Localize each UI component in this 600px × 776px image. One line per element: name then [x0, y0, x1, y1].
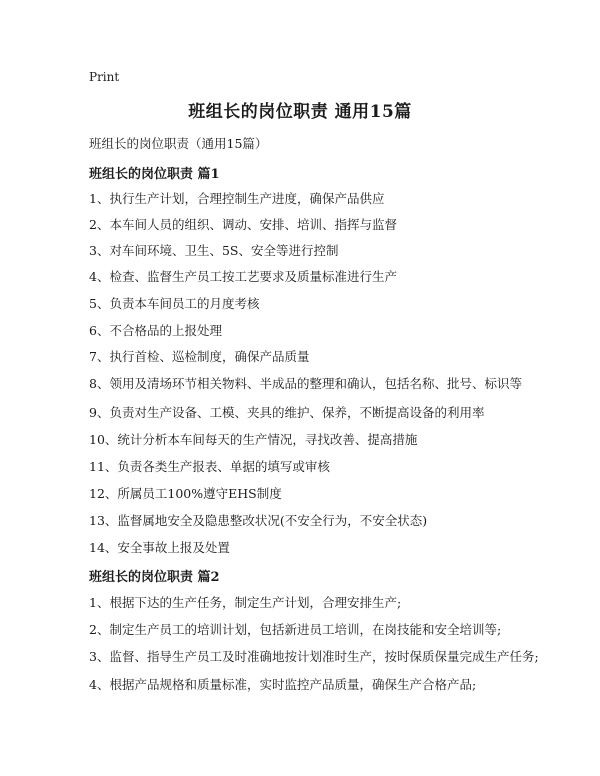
list-item: 8、领用及清场环节相关物料、半成品的整理和确认，包括名称、批号、标识等: [89, 376, 522, 391]
list-item: 4、检查、监督生产员工按工艺要求及质量标准进行生产: [89, 269, 397, 284]
list-item: 3、对车间环境、卫生、5S、安全等进行控制: [89, 243, 339, 258]
print-label: Print: [89, 70, 120, 84]
list-item: 10、统计分析本车间每天的生产情况，寻找改善、提高措施: [89, 432, 418, 447]
list-item: 2、制定生产员工的培训计划，包括新进员工培训，在岗技能和安全培训等;: [89, 622, 502, 637]
list-item: 1、根据下达的生产任务，制定生产计划，合理安排生产;: [89, 595, 402, 610]
list-item: 11、负责各类生产报表、单据的填写或审核: [89, 459, 330, 474]
list-item: 6、不合格品的上报处理: [89, 323, 222, 338]
list-item: 13、监督属地安全及隐患整改状况(不安全行为，不安全状态): [89, 513, 428, 528]
document-title: 班组长的岗位职责 通用15篇: [188, 102, 412, 122]
list-item: 7、执行首检、巡检制度，确保产品质量: [89, 349, 310, 364]
list-item: 12、所属员工100%遵守EHS制度: [89, 486, 282, 501]
list-item: 14、安全事故上报及处置: [89, 540, 230, 555]
list-item: 3、监督、指导生产员工及时准确地按计划准时生产，按时保质保量完成生产任务;: [89, 649, 539, 664]
section-heading-2: 班组长的岗位职责 篇2: [89, 570, 220, 585]
section-heading-1: 班组长的岗位职责 篇1: [89, 167, 220, 182]
list-item: 1、执行生产计划，合理控制生产进度，确保产品供应: [89, 191, 385, 206]
document-subtitle: 班组长的岗位职责（通用15篇）: [89, 136, 268, 151]
list-item: 2、本车间人员的组织、调动、安排、培训、指挥与监督: [89, 217, 397, 232]
list-item: 4、根据产品规格和质量标准，实时监控产品质量，确保生产合格产品;: [89, 677, 477, 692]
list-item: 5、负责本车间员工的月度考核: [89, 296, 260, 311]
list-item: 9、负责对生产设备、工模、夹具的维护、保养，不断提高设备的利用率: [89, 405, 485, 420]
